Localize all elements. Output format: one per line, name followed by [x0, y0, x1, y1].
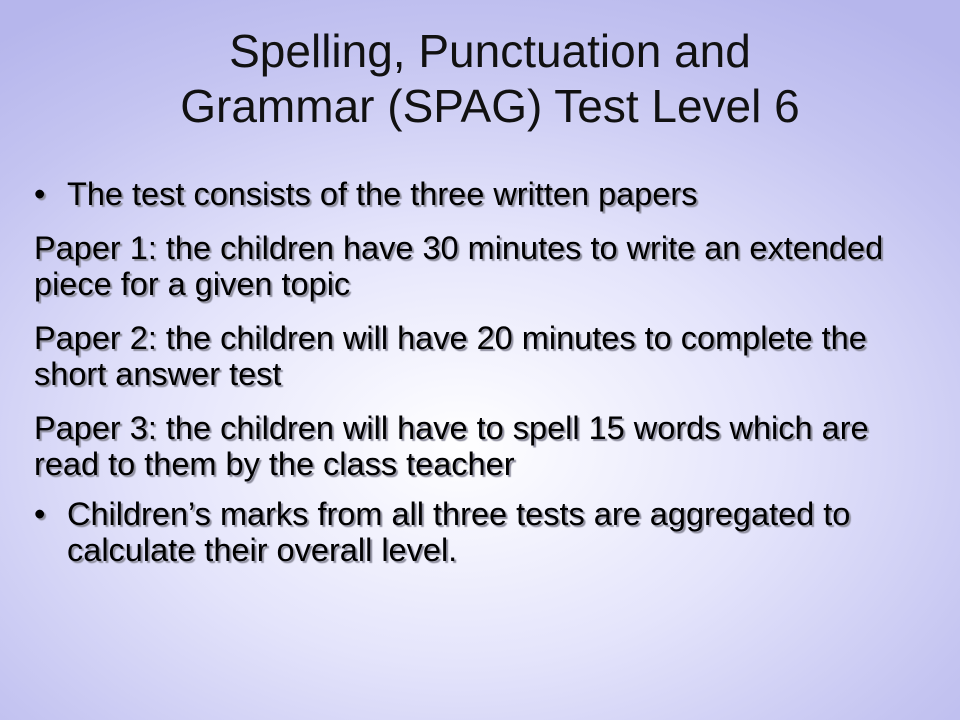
- bullet-icon: •: [34, 176, 46, 212]
- bullet-item-aggregation: [34, 496, 914, 568]
- bullet-text: Children’s marks from all three tests are aggregated to calculate their overall level.: [67, 496, 851, 568]
- bullet-icon: •: [34, 496, 46, 532]
- slide-title-line-2: Grammar (SPAG) Test Level 6: [180, 80, 800, 132]
- paper-1-description: Paper 1: the children have 30 minutes to write an extended piece for a given topic: [34, 230, 884, 302]
- slide-body: [34, 176, 914, 568]
- paper-3-description: Paper 3: the children will have to spell 15 words which are read to them by the class teacher: [34, 410, 869, 482]
- bullet-item-test-papers: [34, 176, 914, 212]
- paper-2-description: Paper 2: the children will have 20 minutes to complete the short answer test: [34, 320, 867, 392]
- bullet-text: The test consists of the three written papers: [67, 176, 698, 212]
- slide-title: [40, 24, 940, 134]
- slide-title-line-1: Spelling, Punctuation and: [229, 25, 751, 77]
